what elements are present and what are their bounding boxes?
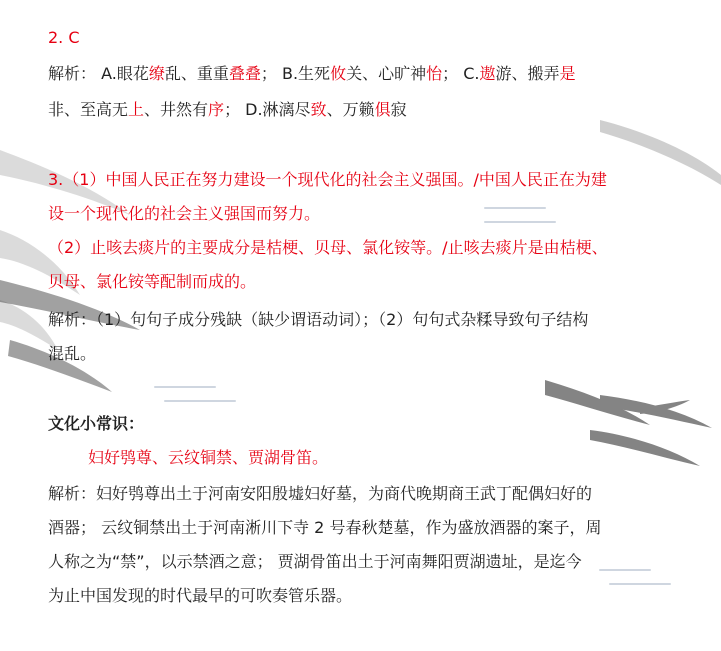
q2-analysis-l1-seg-11: 是 <box>559 64 576 83</box>
q3-answer-2-line-1: （2）止咳去痰片的主要成分是桔梗、贝母、氯化铵等。/止咳去痰片是由桔梗、 <box>48 238 608 257</box>
q2-analysis-l2-seg-3: 序 <box>208 100 225 119</box>
q2-analysis-l2-seg-5: 致 <box>310 100 327 119</box>
q2-analysis-l2-seg-1: 上 <box>128 100 145 119</box>
culture-analysis-line-1: 解析：妇好鸮尊出土于河南安阳殷墟妇好墓，为商代晚期商王武丁配偶妇好的 <box>48 484 593 503</box>
q2-analysis-l1-seg-4: ； B.生死 <box>260 64 331 83</box>
q3-answer-2-line-2: 贝母、氯化铵等配制而成的。 <box>48 272 257 291</box>
q2-analysis-l2-seg-7: 俱 <box>374 100 391 119</box>
q2-analysis-l1-seg-9: 遨 <box>479 64 496 83</box>
q2-analysis-l2-seg-2: 、井然有 <box>144 100 209 119</box>
q2-analysis-l2-seg-6: 、万籁 <box>326 100 375 119</box>
culture-analysis-line-3: 人称之为“禁”，以示禁酒之意； 贾湖骨笛出土于河南舞阳贾湖遗址，是迄今 <box>48 552 582 571</box>
q2-analysis-l1-seg-7: 怡 <box>426 64 443 83</box>
q2-analysis-l1-seg-8: ； C. <box>442 64 480 83</box>
q2-analysis-l1-seg-0: A.眼花 <box>96 64 149 83</box>
culture-analysis-line-2: 酒器； 云纹铜禁出土于河南淅川下寺 2 号春秋楚墓，作为盛放酒器的案子，周 <box>48 518 602 537</box>
q2-answer: 2. C <box>48 28 80 47</box>
q2-analysis-line-1 <box>48 62 576 86</box>
q2-analysis-l1-seg-5: 攸 <box>330 64 347 83</box>
q3-analysis-line-2: 混乱。 <box>48 344 97 363</box>
culture-analysis-line-4: 为止中国发现的时代最早的可吹奏管乐器。 <box>48 586 353 605</box>
q2-analysis-l1-seg-6: 关、心旷神 <box>346 64 427 83</box>
q3-analysis-line-1: 解析：（1）句句子成分残缺（缺少谓语动词）；（2）句句式杂糅导致句子结构 <box>48 310 589 329</box>
analysis-label: 解析： <box>48 64 97 83</box>
q2-analysis-l1-seg-10: 游、搬弄 <box>495 64 560 83</box>
q3-answer-1-line-2: 设一个现代化的社会主义强国而努力。 <box>48 204 321 223</box>
q2-analysis-line-2 <box>48 98 407 122</box>
q2-analysis-l2-seg-0: 非、至高无 <box>48 100 129 119</box>
culture-heading: 文化小常识： <box>48 414 145 433</box>
q3-answer-1-line-1: 3.（1）中国人民正在努力建设一个现代化的社会主义强国。/中国人民正在为建 <box>48 170 607 189</box>
q2-analysis-l2-seg-4: ； D.淋漓尽 <box>224 100 311 119</box>
q2-analysis-l1-seg-2: 乱、重重 <box>164 64 229 83</box>
culture-items: 妇好鸮尊、云纹铜禁、贾湖骨笛。 <box>88 448 329 467</box>
q2-analysis-l1-seg-3: 叠叠 <box>228 64 261 83</box>
q2-analysis-l1-seg-1: 缭 <box>148 64 165 83</box>
q2-analysis-l2-seg-8: 寂 <box>390 100 407 119</box>
